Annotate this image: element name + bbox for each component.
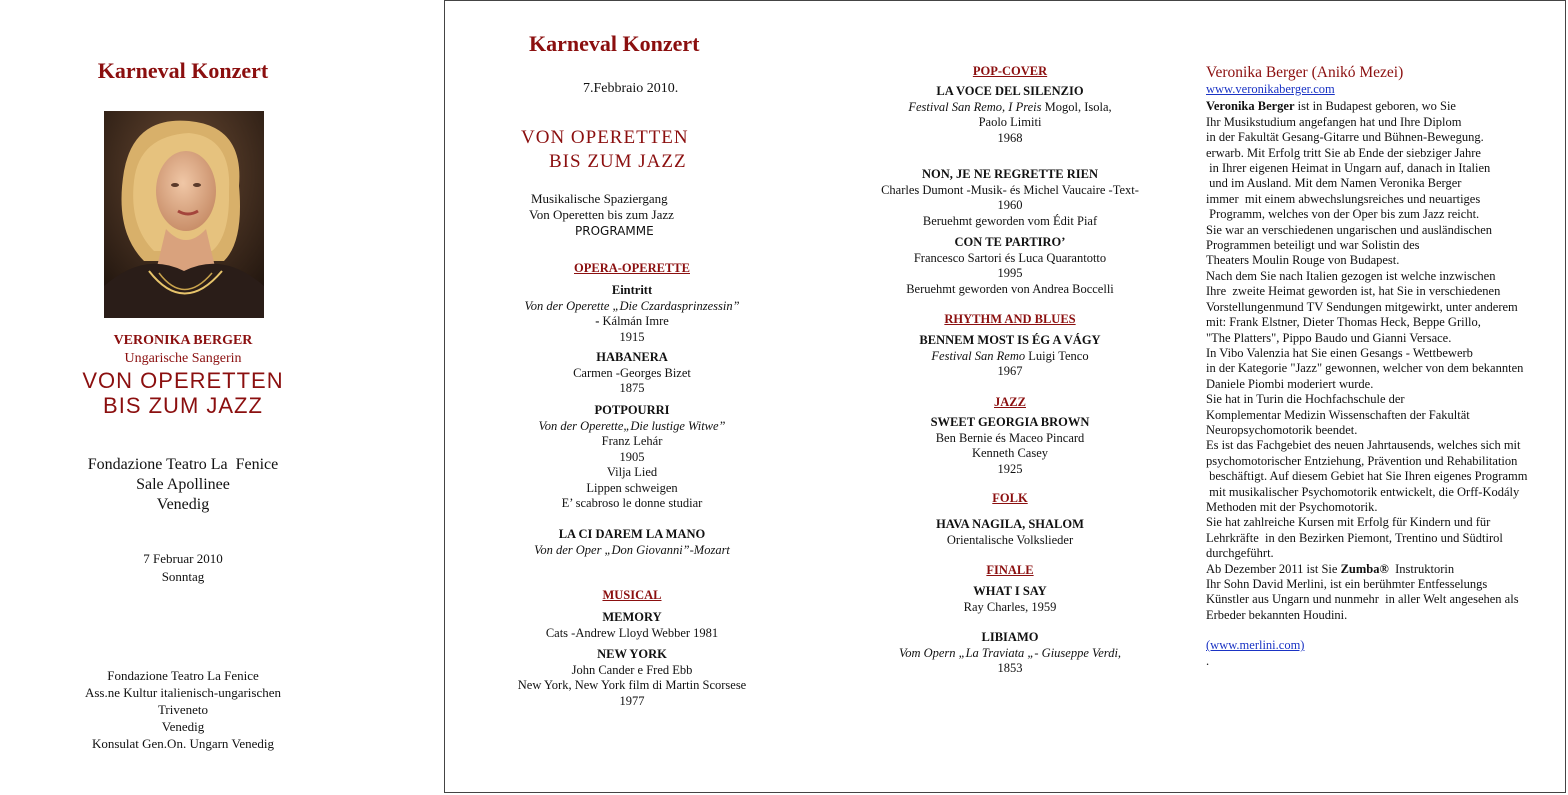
organizer-line: Triveneto (157, 702, 209, 717)
item-line: 1968 (997, 130, 1023, 145)
item-line: Von der Operette „Die Czardasprinzessin” (524, 298, 740, 313)
item-line: E’ scabroso le donne studiar (561, 496, 703, 510)
programme-label: PROGRAMME (575, 224, 654, 238)
bio-line: Ihr Sohn David Merlini, ist ein berühmter Entfesselungs (1206, 577, 1488, 591)
cover-headline-line: BIS ZUM JAZZ (103, 393, 263, 418)
item-line: Ray Charles, 1959 (963, 599, 1057, 614)
section-popcover-heading: POP-COVER (972, 64, 1048, 78)
item-title: SWEET GEORGIA BROWN (930, 415, 1090, 429)
bio-line: in der Fakultät Gesang-Gitarre und Bühnen-Bewegung. (1206, 130, 1484, 145)
cover-date (0, 550, 366, 586)
item-line: 1925 (997, 461, 1023, 476)
bio-line: Nach dem Sie nach Italien gezogen ist welche inzwischen (1206, 268, 1496, 283)
bio-line: Ab Dezember 2011 ist Sie Zumba® Instruktorin (1206, 561, 1455, 576)
bio-footer-dot: . (1206, 653, 1210, 668)
organizer-line: Konsulat Gen.On. Ungarn Venedig (91, 736, 275, 751)
item-line: John Cander e Fred Ebb (571, 662, 693, 677)
bio-line: In Vibo Valenzia hat Sie einen Gesangs - Wettbewerb (1206, 345, 1473, 360)
venue-line: Venedig (156, 496, 210, 513)
bio-line: Methoden mit der Psychomotorik. (1206, 499, 1378, 514)
cover-headline-line: VON OPERETTEN (82, 368, 284, 393)
item-title: HABANERA (596, 350, 668, 364)
item-line: Orientalische Volkslieder (946, 532, 1074, 547)
section-finale-heading: FINALE (986, 563, 1034, 577)
biography (1206, 63, 1561, 669)
performer-name: VERONIKA BERGER (113, 333, 253, 348)
day-line: Sonntag (161, 569, 205, 584)
organizer-line: Venedig (161, 719, 205, 734)
bio-line: immer mit einem abwechslungsreiches und neuartiges (1206, 191, 1481, 206)
venue-line: Fondazione Teatro La Fenice (87, 456, 279, 473)
section-jazz-heading: JAZZ (994, 395, 1026, 409)
item-line: Franz Lehár (601, 434, 663, 448)
bio-line: in der Kategorie "Jazz" gewonnen, welcher von dem bekannten (1206, 361, 1524, 376)
item-line: 1853 (997, 661, 1023, 675)
bio-line: in Ihrer eigenen Heimat in Ungarn auf, danach in Italien (1206, 161, 1491, 176)
bio-line: psychomotorischer Entziehung, Prävention und Rehabilitation (1206, 453, 1518, 468)
bio-name: Veronika Berger (Anikó Mezei) (1206, 64, 1404, 81)
item-line: Paolo Limiti (978, 115, 1042, 129)
item-line-text: Kálmán Imre (602, 314, 669, 328)
bio-line: Theaters Moulin Rouge von Budapest. (1206, 253, 1400, 268)
item-title: LIBIAMO (981, 630, 1039, 644)
item-line: 1977 (619, 693, 645, 708)
program-item (477, 610, 787, 641)
item-line: 1995 (997, 266, 1023, 280)
cover-venue (0, 455, 366, 515)
item-title: LA VOCE DEL SILENZIO (936, 84, 1084, 98)
bio-line: Komplementar Medizin Wissenschaften der Fakultät (1206, 407, 1470, 422)
item-line (860, 349, 1160, 365)
organizer-line: Ass.ne Kultur italienisch-ungarischen (84, 685, 282, 700)
item-line (860, 100, 1160, 116)
item-line: 1960 (997, 198, 1023, 212)
bio-name-bold: Veronika Berger (1206, 99, 1295, 114)
item-title: NEW YORK (597, 647, 667, 661)
program-title: Karneval Konzert (529, 31, 700, 56)
item-line: Cats -Andrew Lloyd Webber 1981 (545, 625, 719, 640)
bio-line: mit musikalischer Psychomotorik entwickelt, die Orff-Kodály (1206, 484, 1520, 499)
item-line: Carmen -Georges Bizet (573, 365, 691, 380)
item-line: Von der Operette„Die lustige Witwe” (538, 418, 726, 433)
item-title: NON, JE NE REGRETTE RIEN (921, 167, 1099, 181)
performer-photo-image (104, 111, 264, 318)
bio-line: Sie hat in Turin die Hochfachschule der (1206, 392, 1405, 407)
bio-line: Künstler aus Ungarn und nunmehr in aller Welt angesehen als (1206, 592, 1519, 607)
zumba-bold: Zumba® (1340, 561, 1389, 576)
performer-photo (104, 111, 264, 318)
subtitle-line: Von Operetten bis zum Jazz (529, 207, 674, 222)
cover-title: Karneval Konzert (97, 58, 269, 83)
section-rhythm-heading: RHYTHM AND BLUES (944, 312, 1076, 326)
bio-line: Ihre zweite Heimat geworden ist, hat Sie in verschiedenen (1206, 284, 1501, 299)
program-headline-line: VON OPERETTEN (521, 127, 689, 148)
program-item (860, 630, 1160, 677)
bio-line: Sie hat zahlreiche Kursen mit Erfolg für Kindern und für (1206, 515, 1491, 530)
bio-line: Veronika Berger ist in Budapest geboren, wo Sie (1206, 99, 1456, 114)
item-title: Eintritt (611, 283, 653, 297)
item-line: New York, New York film di Martin Scorsese (517, 678, 747, 692)
item-line: 1905 (619, 449, 645, 464)
venue-line: Sale Apollinee (136, 476, 230, 493)
section-folk-heading: FOLK (992, 491, 1028, 505)
performer-role: Ungarische Sangerin (124, 351, 242, 366)
cover-organizers (0, 667, 366, 752)
program-item (860, 167, 1160, 229)
program-item (860, 415, 1160, 477)
bio-line: Programm, welches von der Oper bis zum Jazz reicht. (1206, 207, 1480, 222)
item-title: BENNEM MOST IS ÉG A VÁGY (919, 333, 1101, 347)
program-item (477, 350, 787, 397)
section-opera-heading: OPERA-OPERETTE (574, 261, 690, 275)
bio-line: Daniele Piombi moderiert wurde. (1206, 376, 1374, 391)
organizer-line: Fondazione Teatro La Fenice (107, 668, 259, 683)
item-line: - Kálmán Imre (595, 314, 669, 328)
subtitle-line: Musikalische Spaziergang (531, 191, 668, 206)
item-line-italic: Festival San Remo (931, 348, 1029, 363)
program-item (860, 333, 1160, 380)
program-item (477, 403, 787, 512)
bio-line: Lehrkräfte in den Bezirken Piemont, Trentino und Südtirol (1206, 530, 1503, 545)
item-title: MEMORY (602, 610, 662, 624)
program-item (477, 283, 787, 345)
item-line: Von der Oper „Don Giovanni”-Mozart (534, 542, 730, 557)
item-line: Charles Dumont -Musik- és Michel Vaucaire -Text- (881, 182, 1139, 197)
item-title: LA CI DAREM LA MANO (558, 527, 706, 541)
bio-line: Erbeder bekannten Houdini. (1206, 607, 1348, 622)
program-item (860, 235, 1160, 297)
item-line: Ben Bernie és Maceo Pincard (935, 430, 1085, 445)
bio-line: "The Platters", Pippo Baudo und Gianni Versace. (1206, 330, 1452, 345)
program-item (860, 84, 1160, 146)
program-item (860, 584, 1160, 615)
website-link[interactable]: www.veronikaberger.com (1206, 82, 1335, 96)
bio-line: Vorstellungenmund TV Sendungen mitgewirkt, unter anderem (1206, 299, 1518, 314)
program-item (477, 647, 787, 709)
bio-line: durchgeführt. (1206, 546, 1274, 561)
item-line-rest: Luigi Tenco (1028, 348, 1089, 363)
item-line: 1967 (997, 364, 1023, 378)
item-line-italic: Festival San Remo, I Preis (908, 99, 1045, 114)
bio-line: erwarb. Mit Erfolg tritt Sie ab Ende der siebziger Jahre (1206, 145, 1481, 160)
bio-text (1206, 99, 1561, 623)
bio-line: Es ist das Fachgebiet des neuen Jahrtausends, welches sich mit (1206, 438, 1521, 453)
item-title: WHAT I SAY (973, 584, 1047, 598)
item-line: Lippen schweigen (586, 480, 678, 495)
cover-headline (0, 368, 366, 418)
merlini-link[interactable]: (www.merlini.com) (1206, 638, 1305, 653)
bio-line: und im Ausland. Mit dem Namen Veronika Berger (1206, 176, 1462, 191)
item-line: Beruehmt geworden vom Édit Piaf (922, 213, 1098, 228)
item-line: Beruehmt geworden von Andrea Boccelli (906, 281, 1114, 296)
program-sheet (444, 0, 1566, 793)
bio-line: beschäftigt. Auf diesem Gebiet hat Sie Ihren eigenes Programm (1206, 469, 1528, 484)
item-line: Kenneth Casey (971, 446, 1049, 460)
program-headline (521, 126, 689, 174)
item-title: HAVA NAGILA, SHALOM (936, 517, 1084, 531)
item-line: 1915 (619, 329, 645, 344)
item-title: POTPOURRI (594, 403, 670, 417)
item-line: Francesco Sartori és Luca Quarantotto (913, 250, 1107, 265)
bio-line: Ihr Musikstudium angefangen hat und Ihre Diplom (1206, 114, 1462, 129)
item-line-rest: Mogol, Isola, (1044, 99, 1112, 114)
bio-line: mit: Frank Elstner, Dieter Thomas Heck, Beppe Grillo, (1206, 315, 1481, 330)
item-line: Vilja Lied (606, 465, 658, 479)
section-musical-heading: MUSICAL (602, 588, 662, 602)
bio-line: Programmen beteiligt und war Solistin des (1206, 238, 1420, 253)
item-title: CON TE PARTIRO’ (954, 235, 1066, 249)
bio-line: Sie war an verschiedenen ungarischen und ausländischen (1206, 222, 1493, 237)
cover-panel (0, 0, 440, 795)
program-item (860, 517, 1160, 548)
date-line: 7 Februar 2010 (143, 551, 223, 566)
program-headline-line: BIS ZUM JAZZ (549, 151, 687, 172)
item-line: Vom Opern „La Traviata „- Giuseppe Verdi, (898, 645, 1122, 660)
program-item (477, 527, 787, 558)
item-line: 1875 (619, 381, 645, 395)
program-subtitle (531, 191, 674, 239)
program-date: 7.Febbraio 2010. (583, 81, 679, 96)
bio-line: Neuropsychomotorik beendet. (1206, 422, 1358, 437)
